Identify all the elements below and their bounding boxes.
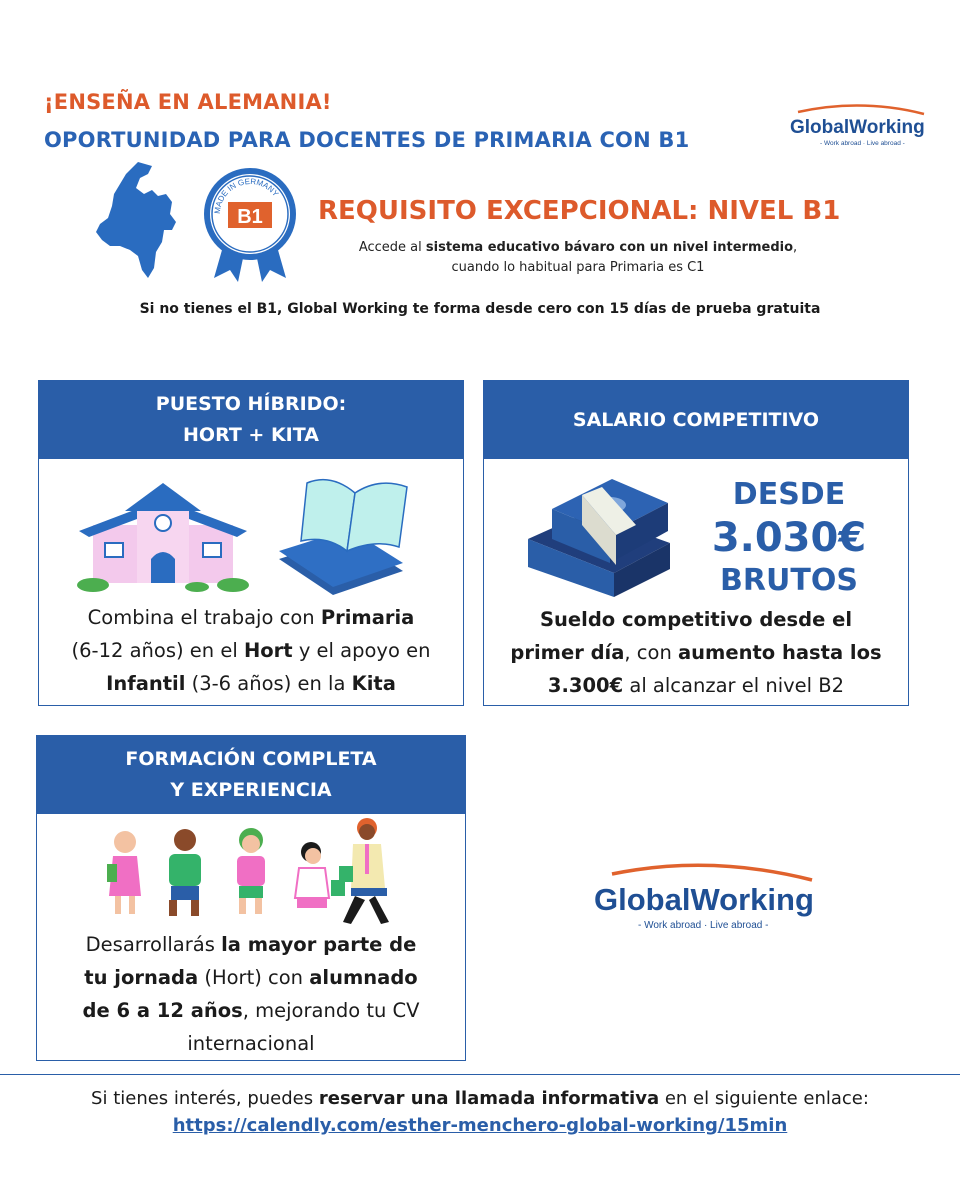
card-training-description: Desarrollarás la mayor parte de tu jornada (Hort) con alumnado de 6 a 12 años, mejorando tu CV internacional <box>82 933 420 1055</box>
b1-made-in-germany-badge <box>196 166 304 284</box>
requirement-title: REQUISITO EXCEPCIONAL: NIVEL B1 <box>318 196 841 226</box>
card-hybrid-description: Combina el trabajo con Primaria (6-12 años) en el Hort y el apoyo en Infantil (3-6 años) en la Kita <box>71 606 431 695</box>
card-hybrid-header: PUESTO HÍBRIDO: HORT + KITA <box>39 381 463 459</box>
card-salary-header: SALARIO COMPETITIVO <box>484 381 908 459</box>
svg-text:B1: B1 <box>237 206 263 228</box>
svg-text:- Work abroad · Live abroad -: - Work abroad · Live abroad - <box>638 920 769 931</box>
card-hybrid-position <box>38 380 464 706</box>
footer-call-to-action: Si tienes interés, puedes reservar una llamada informativa en el siguiente enlace: <box>91 1088 869 1109</box>
colombia-map-icon <box>92 160 192 284</box>
money-stack-icon <box>524 469 674 599</box>
salary-amount-block <box>684 475 894 601</box>
card-competitive-salary <box>483 380 909 706</box>
headline-teach-germany: ¡ENSEÑA EN ALEMANIA! <box>44 90 332 114</box>
svg-text:MADE IN GERMANY: MADE IN GERMANY <box>212 176 281 215</box>
free-trial-note: Si no tienes el B1, Global Working te forma desde cero con 15 días de prueba gratuita <box>139 301 821 317</box>
book-icon <box>271 467 411 599</box>
svg-text:GlobalWorking: GlobalWorking <box>790 117 925 138</box>
globalworking-logo-large <box>590 858 830 938</box>
footer-divider <box>0 1074 960 1075</box>
svg-text:GlobalWorking: GlobalWorking <box>594 882 814 917</box>
calendly-link[interactable]: https://calendly.com/esther-menchero-global-working/15min <box>172 1115 788 1136</box>
card-training-experience <box>36 735 466 1061</box>
svg-text:- Work abroad · Live abroad -: - Work abroad · Live abroad - <box>820 140 905 147</box>
requirement-subtitle: Accede al sistema educativo bávaro con un nivel intermedio, cuando lo habitual para Primaria es C1 <box>358 240 798 275</box>
children-and-teacher-icon <box>103 818 403 928</box>
headline-opportunity: OPORTUNIDAD PARA DOCENTES DE PRIMARIA CON B1 <box>44 128 690 152</box>
card-training-header: FORMACIÓN COMPLETA Y EXPERIENCIA <box>37 736 465 814</box>
salary-gross-label: BRUTOS <box>720 563 858 598</box>
school-building-icon <box>75 481 251 593</box>
card-salary-description: Sueldo competitivo desde el primer día, con aumento hasta los 3.300€ al alcanzar el nivel B2 <box>510 608 882 697</box>
salary-from-label: DESDE <box>732 477 846 512</box>
globalworking-logo-small <box>786 100 936 150</box>
salary-amount: 3.030€ <box>711 515 867 561</box>
